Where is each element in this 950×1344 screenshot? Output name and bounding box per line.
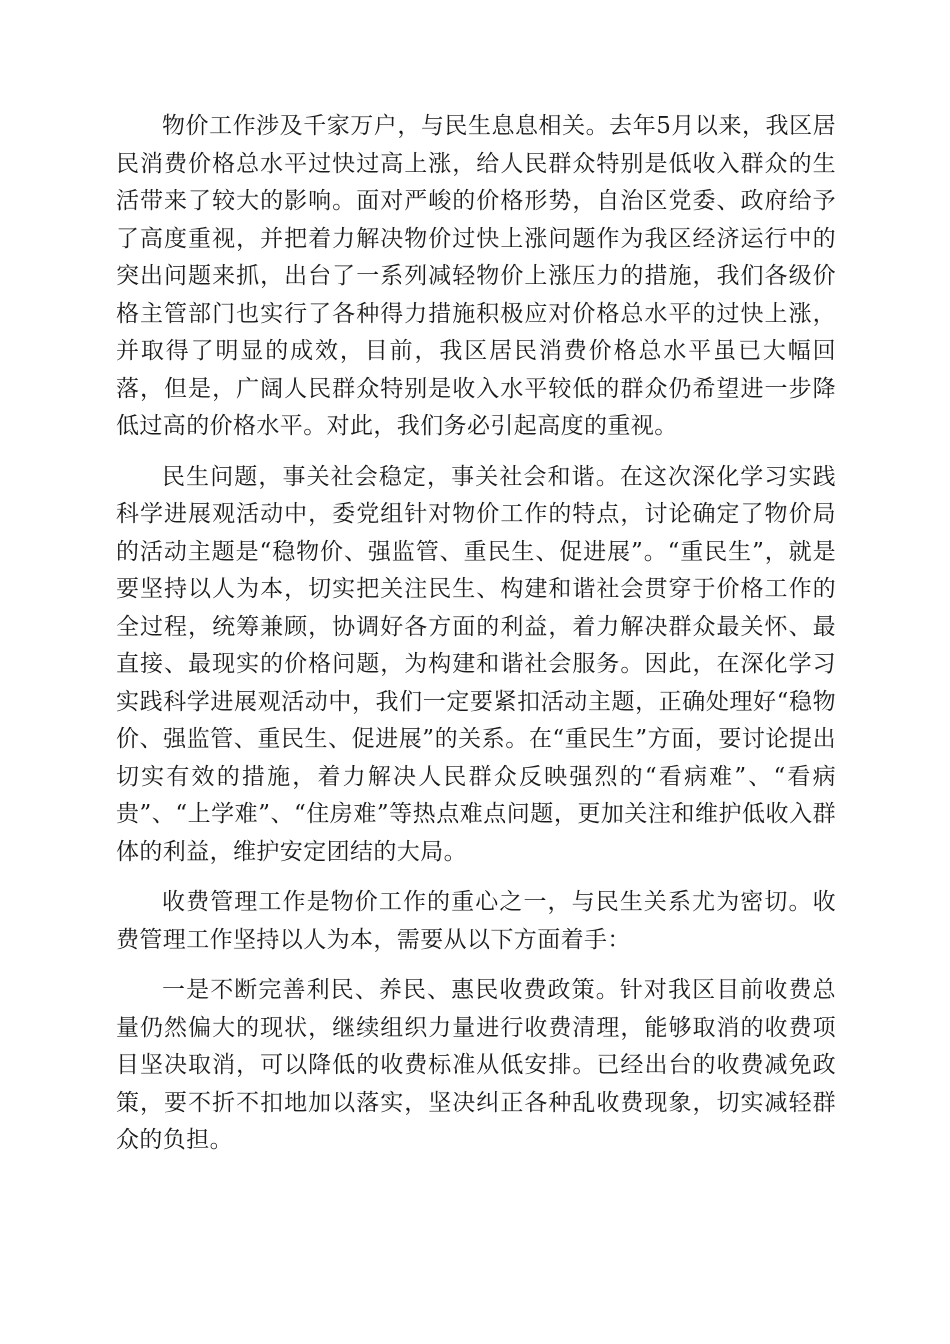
paragraph-livelihood-issues: 民生问题，事关社会稳定，事关社会和谐。在这次深化学习实践科学进展观活动中，委党组针对物价工作的特点，讨论确定了物价局的活动主题是“稳物价、强监管、重民生、促进展”。“重民生”，就是要坚持以人为本，切实把关注民生、构建和谐社会贯穿于价格工作的全过程，统筹兼顾，协调好各方面的利益，着力解决群众最关怀、最直接、最现实的价格问题，为构建和谐社会服务。因此，在深化学习实践科学进展观活动中，我们一定要紧扣活动主题，正确处理好“稳物价、强监管、重民生、促进展”的关系。在“重民生”方面，要讨论提出切实有效的措施，着力解决人民群众反映强烈的“看病难”、“看病贵”、“上学难”、“住房难”等热点难点问题，更加关注和维护低收入群体的利益，维护安定团结的大局。 — [116, 463, 836, 865]
document-body — [116, 108, 836, 1160]
paragraph-fee-management: 收费管理工作是物价工作的重心之一，与民生关系尤为密切。收费管理工作坚持以人为本，需要从以下方面着手： — [116, 889, 836, 953]
paragraph-price-work-livelihood: 物价工作涉及千家万户，与民生息息相关。去年5月以来，我区居民消费价格总水平过快过高上涨，给人民群众特别是低收入群众的生活带来了较大的影响。面对严峻的价格形势，自治区党委、政府给予了高度重视，并把着力解决物价过快上涨问题作为我区经济运行中的突出问题来抓，出台了一系列减轻物价上涨压力的措施，我们各级价格主管部门也实行了各种得力措施积极应对价格总水平的过快上涨，并取得了明显的成效，目前，我区居民消费价格总水平虽已大幅回落，但是，广阔人民群众特别是收入水平较低的群众仍希望进一步降低过高的价格水平。对此，我们务必引起高度的重视。 — [116, 113, 836, 439]
paragraph-fee-policy: 一是不断完善利民、养民、惠民收费政策。针对我区目前收费总量仍然偏大的现状，继续组织力量进行收费清理，能够取消的收费项目坚决取消，可以降低的收费标准从低安排。已经出台的收费减免政策，要不折不扣地加以落实，坚决纠正各种乱收费现象，切实减轻群众的负担。 — [116, 977, 836, 1153]
